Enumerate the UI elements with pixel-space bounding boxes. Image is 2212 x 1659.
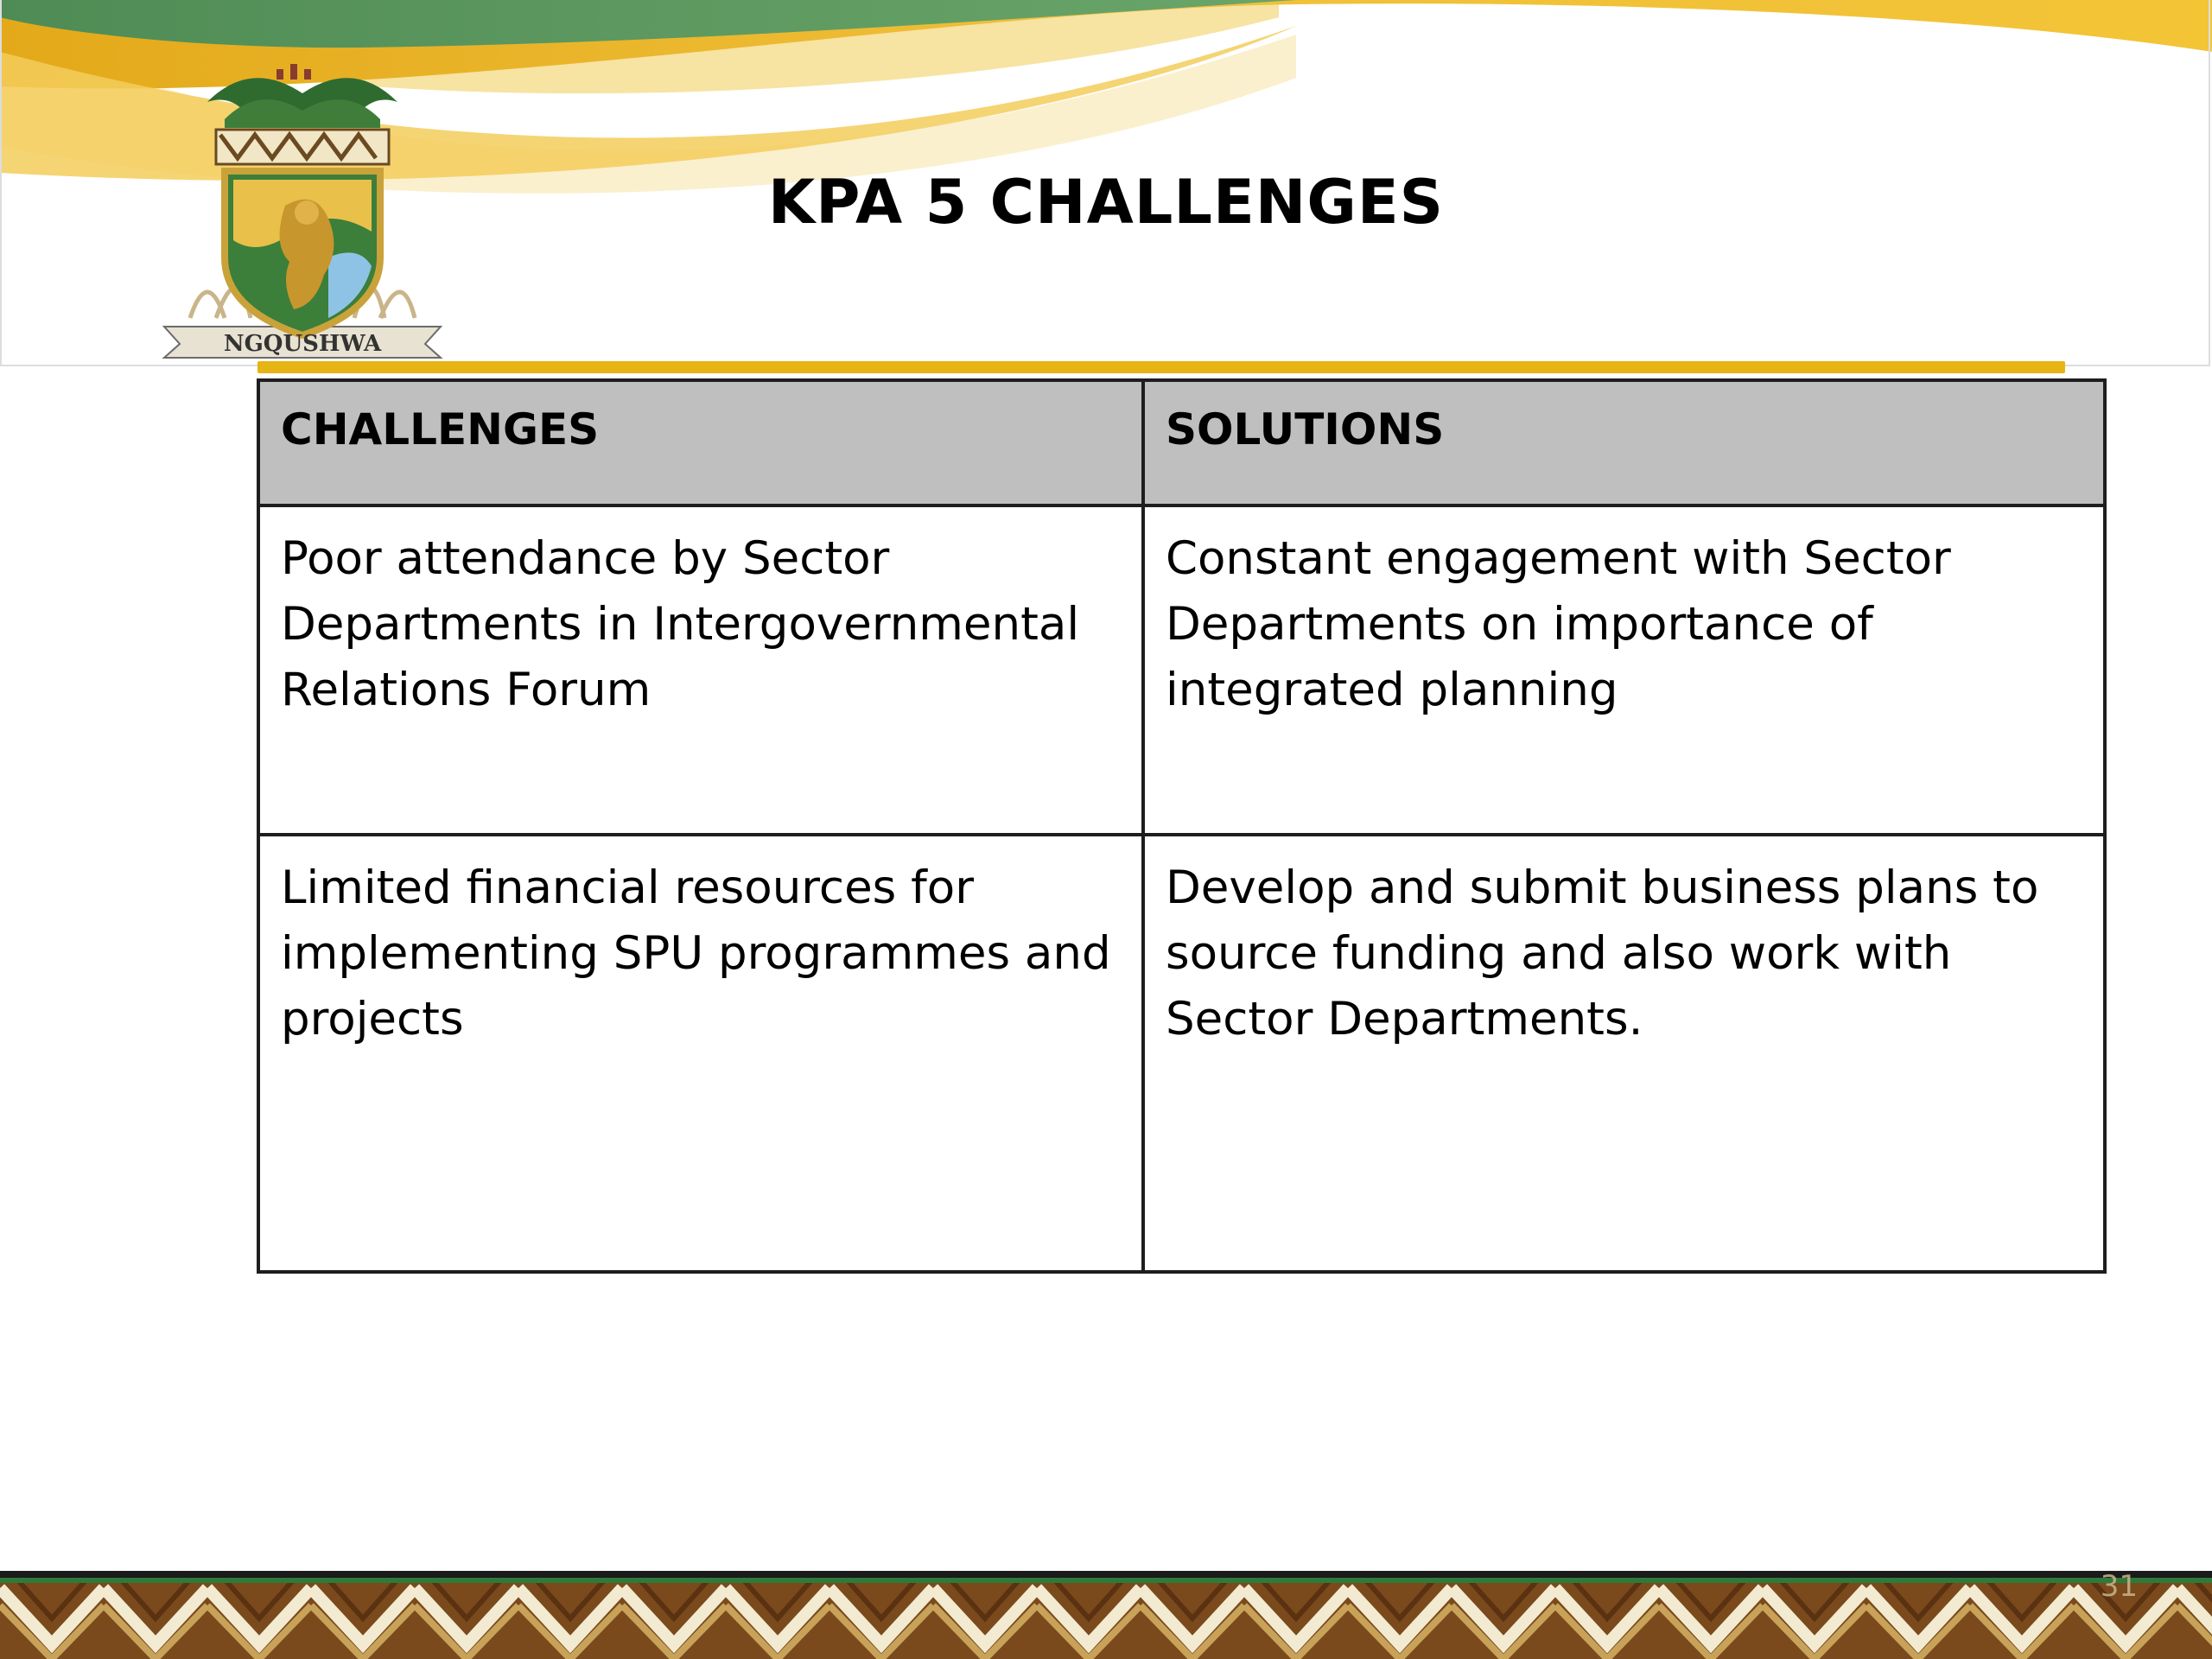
challenges-table-container [257, 378, 2103, 1274]
challenge-cell: Poor attendance by Sector Departments in Intergovernmental Relations Forum [258, 505, 1143, 835]
header-solutions: SOLUTIONS [1143, 380, 2105, 505]
table-row [258, 505, 2105, 835]
footer-decorative-band [0, 1571, 2212, 1659]
table-row [258, 835, 2105, 1272]
title-underline-rule [257, 361, 2065, 373]
table-header-row [258, 380, 2105, 505]
solution-cell: Develop and submit business plans to source funding and also work with Sector Departments. [1143, 835, 2105, 1272]
challenge-cell: Limited financial resources for implementing SPU programmes and projects [258, 835, 1143, 1272]
header-challenges: CHALLENGES [258, 380, 1143, 505]
svg-text:NGQUSHWA: NGQUSHWA [223, 331, 382, 357]
solution-cell: Constant engagement with Sector Departments on importance of integrated planning [1143, 505, 2105, 835]
page-number: 31 [2100, 1569, 2138, 1604]
challenges-solutions-table [257, 378, 2107, 1274]
slide-title: KPA 5 CHALLENGES [767, 167, 1445, 238]
